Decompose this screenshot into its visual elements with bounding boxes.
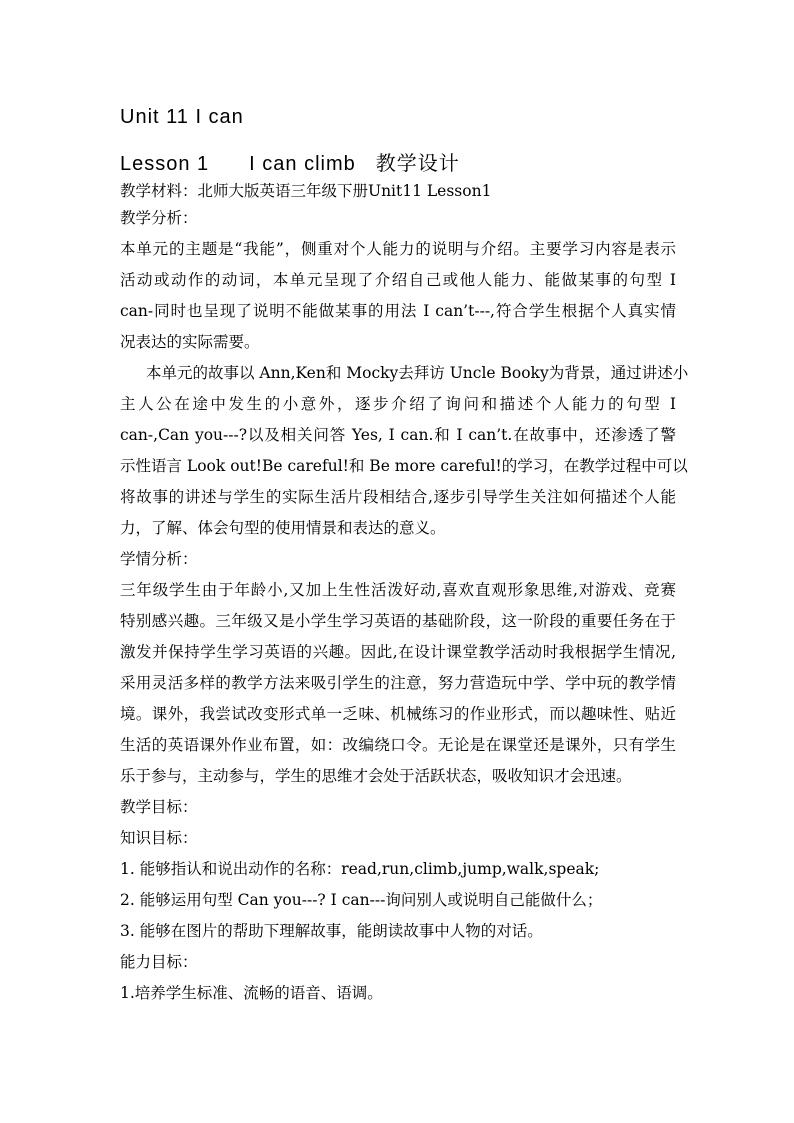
paragraph-line: 本单元的故事以 Ann,Ken和 Mocky去拜访 Uncle Booky为背景，通过讲述小	[146, 364, 689, 382]
paragraph-line: 况表达的实际需要。	[120, 333, 260, 351]
paragraph-line: 主人公在途中发生的小意外，逐步介绍了询问和描述个人能力的句型 I	[120, 395, 676, 413]
lesson-number: Lesson 1	[120, 153, 210, 175]
paragraph-line: can-同时也呈现了说明不能做某事的用法 I can’t---,符合学生根据个人真实情	[120, 302, 676, 320]
lesson-suffix: 教学设计	[375, 153, 460, 175]
paragraph-line: 乐于参与，主动参与，学生的思维才会处于活跃状态，吸收知识才会迅速。	[120, 767, 632, 785]
knowledge-heading: 知识目标：	[120, 829, 198, 847]
unit-title: Unit 11 I can	[120, 106, 244, 128]
paragraph-line: 本单元的主题是“我能”，侧重对个人能力的说明与介绍。主要学习内容是表示	[120, 240, 676, 258]
paragraph-line: 激发并保持学生学习英语的兴趣。因此,在设计课堂教学活动时我根据学生情况,	[120, 643, 676, 661]
paragraph-line: 三年级学生由于年龄小,又加上生性活泼好动,喜欢直观形象思维,对游戏、竞赛	[120, 581, 676, 599]
paragraph-line: 特别感兴趣。三年级又是小学生学习英语的基础阶段，这一阶段的重要任务在于	[120, 612, 676, 630]
paragraph-line: 示性语言 Look out!Be careful!和 Be more careful!的学习，在教学过程中可以	[120, 457, 688, 475]
objectives-heading: 教学目标：	[120, 798, 198, 816]
list-item: 1.培养学生标准、流畅的语音、语调。	[120, 984, 383, 1002]
list-item: 1. 能够指认和说出动作的名称：read,run,climb,jump,walk,speak;	[120, 860, 600, 878]
paragraph-line: 采用灵活多样的教学方法来吸引学生的注意，努力营造玩中学、学中玩的教学情	[120, 674, 676, 692]
lesson-title	[120, 147, 460, 176]
paragraph-line: can-,Can you---?以及相关问答 Yes, I can.和 I can’t.在故事中，还渗透了警	[120, 426, 676, 444]
paragraph-line: 将故事的讲述与学生的实际生活片段相结合,逐步引导学生关注如何描述个人能	[120, 488, 676, 506]
paragraph-line: 力，了解、体会句型的使用情景和表达的意义。	[120, 519, 446, 537]
ability-heading: 能力目标：	[120, 953, 198, 971]
list-item: 3. 能够在图片的帮助下理解故事，能朗读故事中人物的对话。	[120, 922, 543, 940]
paragraph-line: 活动或动作的动词，本单元呈现了介绍自己或他人能力、能做某事的句型 I	[120, 271, 676, 289]
lesson-name: I can climb	[249, 153, 356, 175]
paragraph-line: 生活的英语课外作业布置，如：改编绕口令。无论是在课堂还是课外，只有学生	[120, 736, 676, 754]
teaching-analysis-heading: 教学分析：	[120, 209, 198, 227]
materials-line: 教学材料：北师大版英语三年级下册Unit11 Lesson1	[120, 182, 492, 200]
list-item: 2. 能够运用句型 Can you---? I can---询问别人或说明自己能做什么；	[120, 891, 603, 909]
learner-analysis-heading: 学情分析：	[120, 550, 198, 568]
paragraph-line: 境。课外，我尝试改变形式单一乏味、机械练习的作业形式，而以趣味性、贴近	[120, 705, 676, 723]
